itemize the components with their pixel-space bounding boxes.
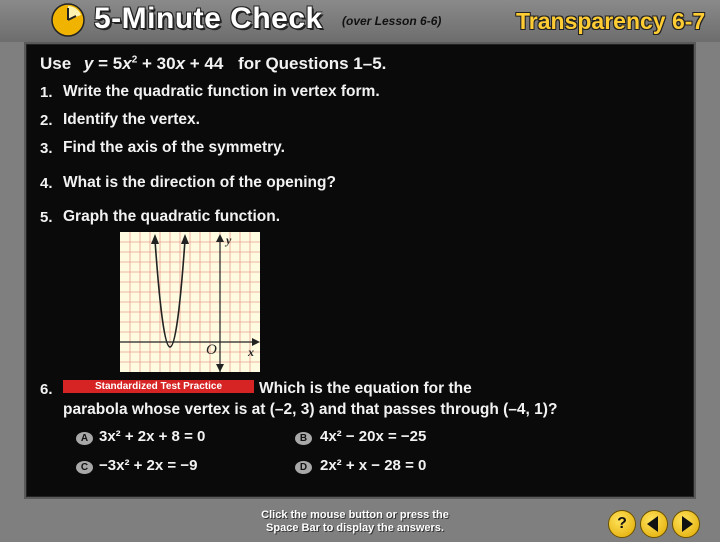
parabola-graph [120,232,260,372]
intro-line [40,54,386,74]
choice-c-bubble[interactable]: C [76,461,93,474]
question-number: 3. [40,140,53,157]
choice-d[interactable]: 2x² + x − 28 = 0 [320,457,427,474]
question-number: 5. [40,209,53,226]
help-icon: ? [617,515,627,532]
questions-range: for Questions 1–5. [238,54,387,73]
question-text: What is the direction of the opening? [63,174,336,191]
page-title: 5-Minute Check [94,2,323,35]
question-text: Write the quadratic function in vertex form. [63,83,380,100]
forward-button[interactable] [672,510,700,538]
question-number: 6. [40,381,53,398]
question-text: Find the axis of the symmetry. [63,139,285,156]
choice-b[interactable]: 4x² − 20x = −25 [320,428,427,445]
choice-b-bubble[interactable]: B [295,432,312,445]
standardized-test-badge: Standardized Test Practice [63,380,254,393]
instruction-text [240,509,470,535]
instruction-line-1: Click the mouse button or press the [261,509,449,521]
question-number: 1. [40,84,53,101]
origin-label: O [206,342,217,358]
header-bar [0,0,720,42]
use-label: Use [40,54,72,73]
instruction-line-2: Space Bar to display the answers. [266,522,444,534]
lesson-reference: (over Lesson 6-6) [342,14,442,28]
x-axis-label: x [248,345,254,359]
question-number: 2. [40,112,53,129]
question-text: Graph the quadratic function. [63,208,281,225]
question-text: Identify the vertex. [63,111,200,128]
given-equation: $y = 5x^2 + 30x + 44$ [83,54,224,73]
help-button[interactable] [608,510,636,538]
back-arrow-icon [641,511,667,537]
y-axis-label: y [226,233,232,247]
question-text: Which is the equation for the [259,380,472,397]
choice-d-bubble[interactable]: D [295,461,312,474]
question-number: 4. [40,175,53,192]
clock-icon [50,2,86,38]
choice-a-bubble[interactable]: A [76,432,93,445]
choice-a[interactable]: 3x² + 2x + 8 = 0 [99,428,206,445]
transparency-label: Transparency 6-7 [516,8,706,34]
question-text-continued: parabola whose vertex is at (–2, 3) and that passes through (–4, 1)? [63,401,558,418]
choice-c[interactable]: −3x² + 2x = −9 [99,457,198,474]
forward-arrow-icon [673,511,699,537]
back-button[interactable] [640,510,668,538]
